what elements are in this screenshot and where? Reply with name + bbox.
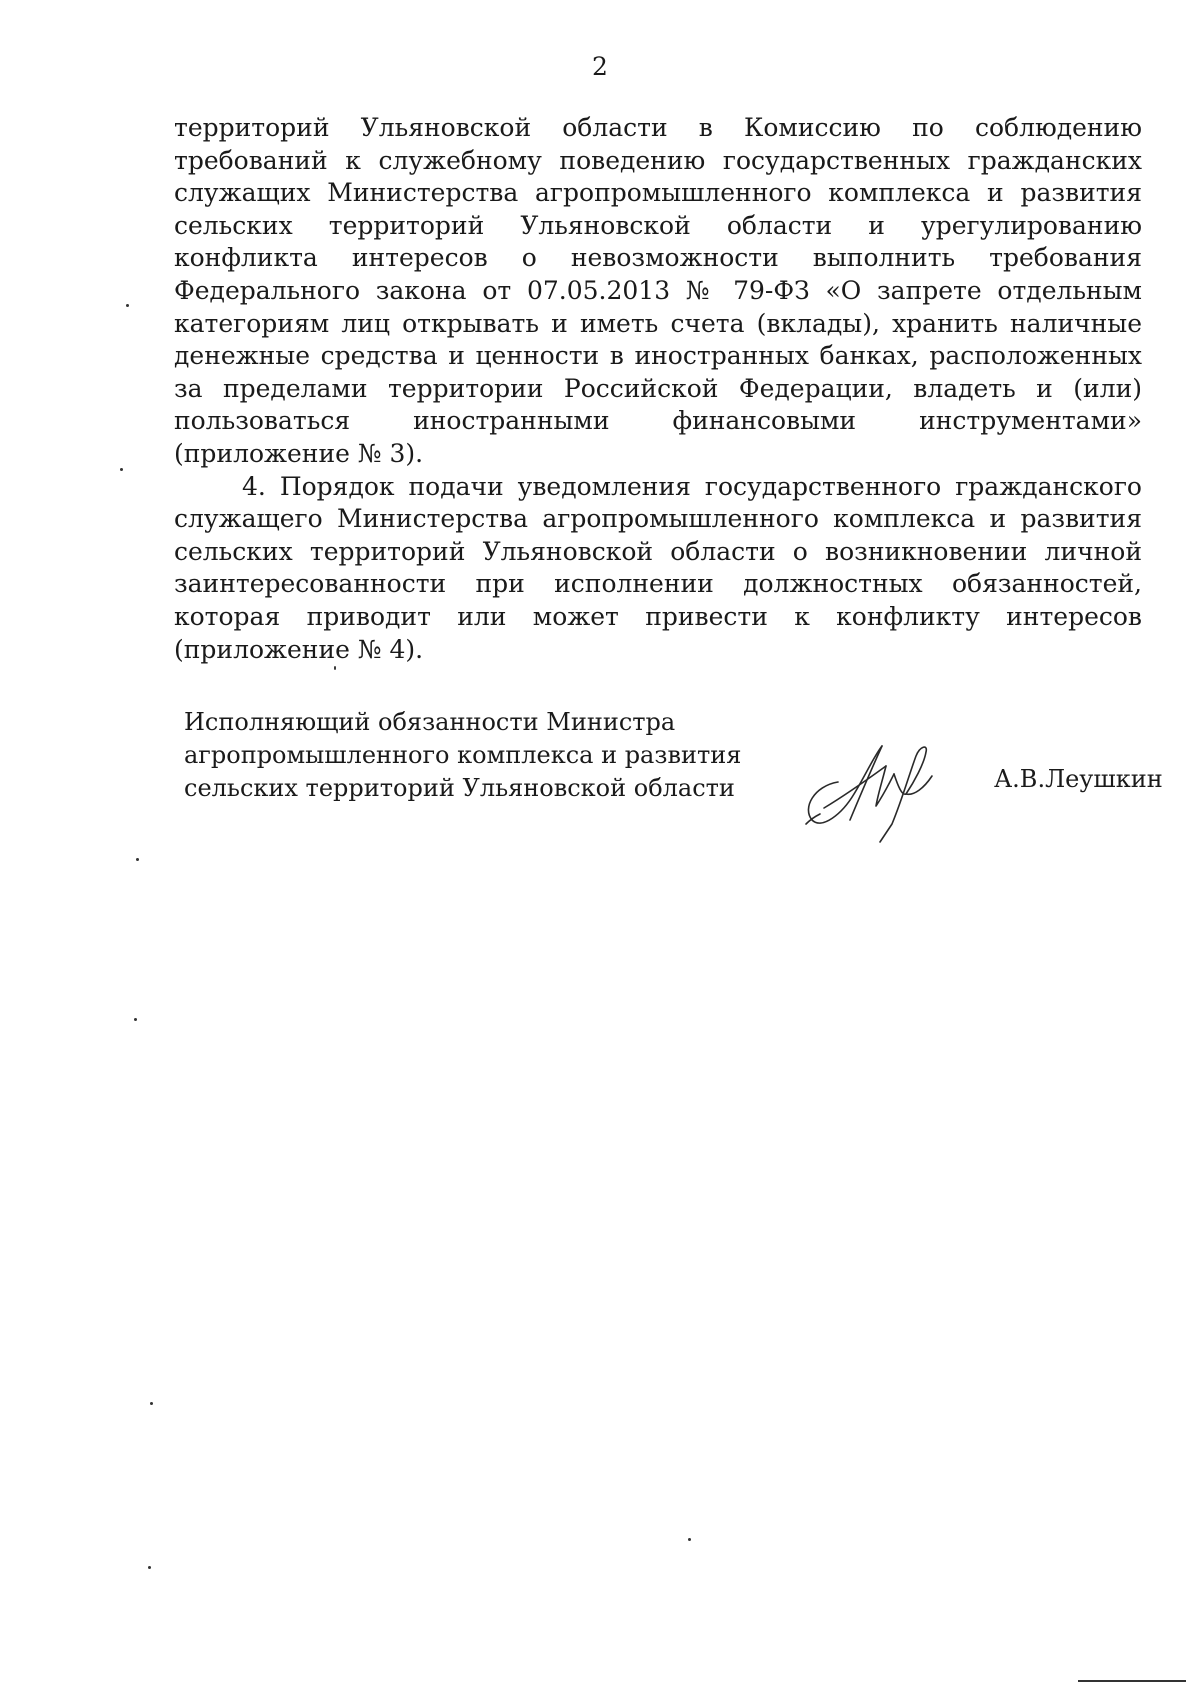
- scan-speck: [688, 1538, 691, 1541]
- signer-position-line: сельских территорий Ульяновской области: [184, 774, 735, 802]
- document-body: [174, 112, 1142, 666]
- signer-name: А.В.Леушкин: [994, 765, 1163, 793]
- scan-speck: [334, 666, 336, 670]
- scan-speck: [136, 858, 139, 861]
- scan-speck: [134, 1018, 137, 1021]
- page-number: 2: [592, 52, 608, 81]
- paragraph-continuation: территорий Ульяновской области в Комиссию по соблюдению требований к служебному поведению государственных гражданских служащих Министерства агропромышленного комплекса и развития сельских территорий Ульяновской области и урегулированию конфликта интересов о невозможности выполнить требования Федерального закона от 07.05.2013 № 79-ФЗ «О запрете отдельным категориям лиц открывать и иметь счета (вклады), хранить наличные денежные средства и ценности в иностранных банках, расположенных за пределами территории Российской Федерации, владеть и (или) пользоваться иностранными финансовыми инструментами» (приложение № 3).: [174, 113, 1142, 468]
- scan-speck: [148, 1566, 151, 1569]
- handwritten-signature: [794, 716, 954, 844]
- signer-position-line: агропромышленного комплекса и развития: [184, 741, 742, 769]
- paragraph-item-4: 4. Порядок подачи уведомления государственного гражданского служащего Министерства агропромышленного комплекса и развития сельских территорий Ульяновской области о возникновении личной заинтересованности при исполнении должностных обязанностей, которая приводит или может привести к конфликту интересов (приложение № 4).: [174, 471, 1142, 664]
- signer-position: [184, 706, 742, 805]
- signer-position-line: Исполняющий обязанности Министра: [184, 708, 676, 736]
- scan-speck: [150, 1402, 153, 1405]
- scan-speck: [120, 468, 123, 471]
- signature-block: [184, 706, 1163, 846]
- scan-edge-line: [1078, 1680, 1186, 1682]
- scan-speck: [126, 304, 129, 307]
